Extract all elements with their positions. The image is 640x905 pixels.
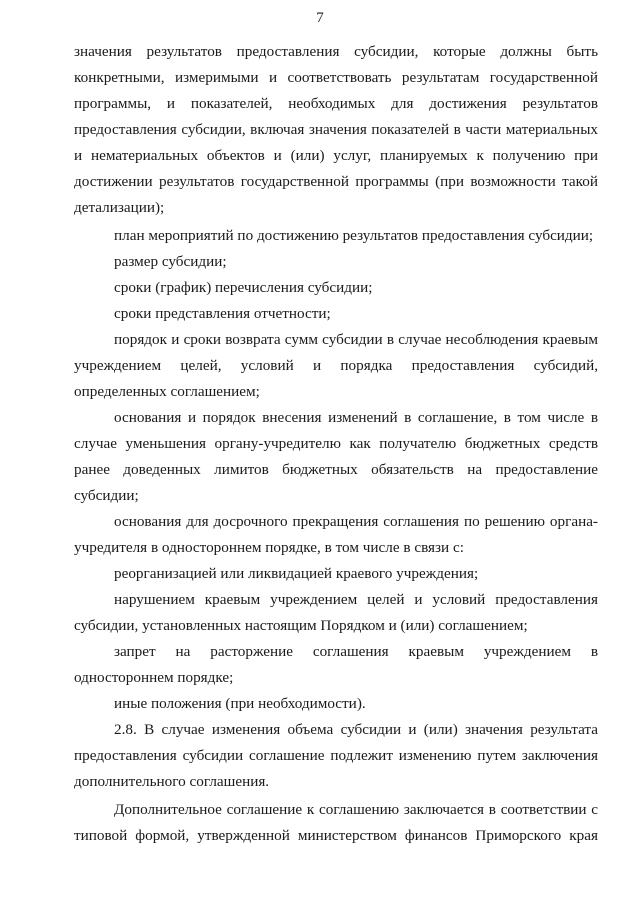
text-line: иные положения (при необходимости). xyxy=(114,695,366,712)
text-line: основания и порядок внесения изменений в соглашение, в том числе в xyxy=(114,409,598,426)
text-line: значения результатов предоставления субсидии, которые должны быть xyxy=(74,43,598,60)
text-line: дополнительного соглашения. xyxy=(74,773,270,790)
text-line: учредителя в одностороннем порядке, в том числе в связи с: xyxy=(74,539,464,556)
text-line: типовой формой, утвержденной министерством финансов Приморского края xyxy=(74,827,598,844)
page-number: 7 xyxy=(316,10,324,26)
text-line: порядок и сроки возврата сумм субсидии в случае несоблюдения краевым xyxy=(114,331,598,348)
text-line: размер субсидии; xyxy=(114,253,227,270)
text-line: программы, и показателей, необходимых для достижения результатов xyxy=(74,95,598,112)
text-line: субсидии, установленных настоящим Порядком и (или) соглашением; xyxy=(74,617,528,634)
text-line: сроки (график) перечисления субсидии; xyxy=(114,279,373,296)
text-line: субсидии; xyxy=(74,487,139,504)
text-line: ранее доведенных лимитов бюджетных обязательств на предоставление xyxy=(74,461,598,478)
text-line: достижении результатов государственной программы (при возможности такой xyxy=(74,173,598,190)
text-line: конкретными, измеримыми и соответствовать результатам государственной xyxy=(74,69,598,86)
text-line: 2.8. В случае изменения объема субсидии и (или) значения результата xyxy=(114,721,598,738)
text-line: Дополнительное соглашение к соглашению заключается в соответствии с xyxy=(114,801,598,818)
text-line: предоставления субсидии соглашение подлежит изменению путем заключения xyxy=(74,747,598,764)
text-line: запрет на расторжение соглашения краевым учреждением в xyxy=(114,643,598,660)
text-line: сроки представления отчетности; xyxy=(114,305,331,322)
text-line: и нематериальных объектов и (или) услуг, планируемых к получению при xyxy=(74,147,598,164)
text-line: одностороннем порядке; xyxy=(74,669,234,686)
text-line: детализации); xyxy=(74,199,165,216)
text-line: случае уменьшения органу-учредителю как получателю бюджетных средств xyxy=(74,435,598,452)
text-line: определенных соглашением; xyxy=(74,383,260,400)
text-line: основания для досрочного прекращения соглашения по решению органа- xyxy=(114,513,598,530)
text-line: план мероприятий по достижению результатов предоставления субсидии; xyxy=(114,227,594,244)
text-line: реорганизацией или ликвидацией краевого учреждения; xyxy=(114,565,479,582)
text-line: предоставления субсидии, включая значения показателей в части материальных xyxy=(74,121,598,138)
text-line: учреждением целей, условий и порядка предоставления субсидий, xyxy=(74,357,598,374)
text-line: нарушением краевым учреждением целей и условий предоставления xyxy=(114,591,598,608)
